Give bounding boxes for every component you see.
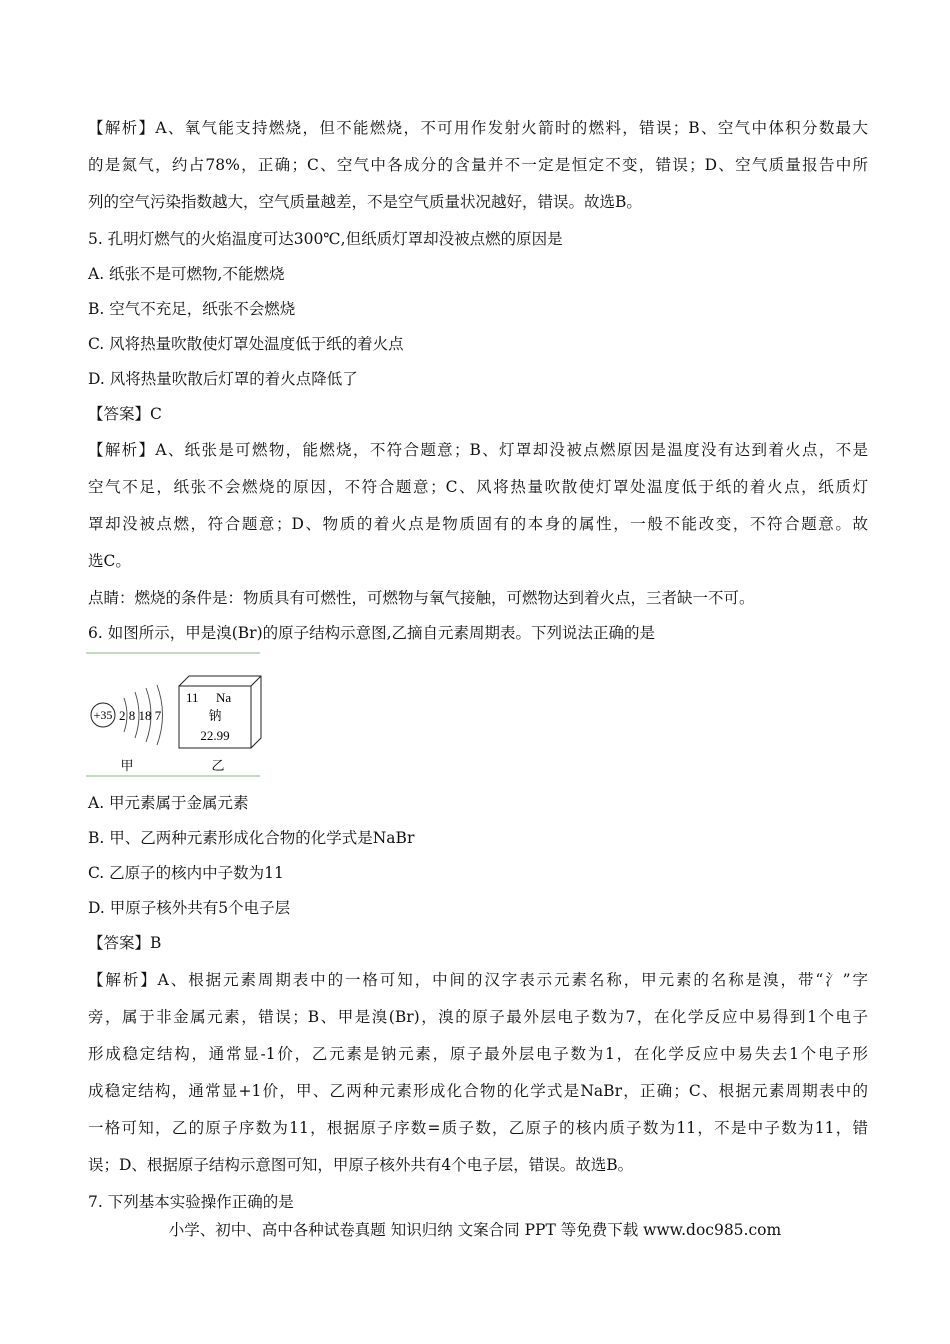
q6-option-d: D. 甲原子核外共有5个电子层 bbox=[88, 899, 291, 917]
analysis-q4-line3: 列的空气污染指数越大，空气质量越差，不是空气质量状况越好，错误。故选B。 bbox=[88, 193, 642, 211]
q5-option-b: B. 空气不充足，纸张不会燃烧 bbox=[88, 300, 296, 318]
q5-option-a: A. 纸张不是可燃物,不能燃烧 bbox=[88, 265, 285, 283]
analysis-q5-line2: 空气不足，纸张不会燃烧的原因，不符合题意；C、风将热量吹散使灯罩处温度低于纸的着火点，纸质灯 bbox=[88, 478, 868, 496]
q6-option-a: A. 甲元素属于金属元素 bbox=[88, 794, 249, 812]
q6-option-c: C. 乙原子的核内中子数为11 bbox=[88, 864, 284, 882]
analysis-q5-line3: 罩却没被点燃，符合题意；D、物质的着火点是物质固有的本身的属性，一般不能改变，不符合题意。故 bbox=[88, 515, 868, 533]
element-mass: 22.99 bbox=[200, 728, 230, 743]
q5-option-d: D. 风将热量吹散后灯罩的着火点降低了 bbox=[88, 370, 358, 388]
analysis-q6-line2: 旁，属于非金属元素，错误；B、甲是溴(Br)，溴的原子最外层电子数为7，在化学反应中易得到1个电子 bbox=[88, 1008, 868, 1026]
q6-option-b: B. 甲、乙两种元素形成化合物的化学式是NaBr bbox=[88, 829, 415, 847]
label-jia: 甲 bbox=[120, 759, 134, 774]
analysis-q6-line4: 成稳定结构，通常显+1价，甲、乙两种元素形成化合物的化学式是NaBr，正确；C、根据元素周期表中的 bbox=[88, 1082, 868, 1100]
analysis-q5-line1: 【解析】A、纸张是可燃物，能燃烧，不符合题意；B、灯罩却没被点燃原因是温度没有达到着火点，不是 bbox=[88, 441, 868, 459]
analysis-q6-line1: 【解析】A、根据元素周期表中的一格可知，中间的汉字表示元素名称，甲元素的名称是溴，带“氵”字 bbox=[88, 971, 868, 989]
question-7-stem: 7. 下列基本实验操作正确的是 bbox=[88, 1193, 294, 1211]
q6-answer: 【答案】B bbox=[88, 934, 162, 952]
element-atomic-number: 11 bbox=[186, 690, 199, 705]
nucleus-charge: +35 bbox=[93, 708, 113, 722]
atom-and-element-figure bbox=[86, 650, 262, 778]
label-yi: 乙 bbox=[211, 759, 225, 774]
electron-shells: 2 8 18 7 bbox=[119, 708, 162, 723]
element-symbol: Na bbox=[216, 690, 232, 705]
element-name: 钠 bbox=[208, 709, 222, 724]
page-footer: 小学、初中、高中各种试卷真题 知识归纳 文案合同 PPT 等免费下载 www.doc985.com bbox=[168, 1221, 782, 1239]
analysis-q6-line5: 一格可知，乙的原子序数为11，根据原子序数=质子数，乙原子的核内质子数为11，不是中子数为11，错 bbox=[88, 1119, 868, 1137]
q5-answer: 【答案】C bbox=[88, 405, 162, 423]
analysis-q6-line6: 误；D、根据原子结构示意图可知，甲原子核外共有4个电子层，错误。故选B。 bbox=[88, 1156, 634, 1174]
analysis-q6-line3: 形成稳定结构，通常显-1价，乙元素是钠元素，原子最外层电子数为1，在化学反应中易失去1个电子形 bbox=[88, 1045, 868, 1063]
question-5-stem: 5. 孔明灯燃气的火焰温度可达300℃,但纸质灯罩却没被点燃的原因是 bbox=[88, 230, 563, 248]
analysis-q5-line4: 选C。 bbox=[88, 552, 131, 570]
q5-tip: 点睛：燃烧的条件是：物质具有可燃性，可燃物与氧气接触，可燃物达到着火点，三者缺一不可。 bbox=[88, 589, 755, 607]
q5-option-c: C. 风将热量吹散使灯罩处温度低于纸的着火点 bbox=[88, 335, 404, 353]
analysis-q4-line2: 的是氮气，约占78%，正确；C、空气中各成分的含量并不一定是恒定不变，错误；D、空气质量报告中所 bbox=[88, 156, 868, 174]
question-6-stem: 6. 如图所示，甲是溴(Br)的原子结构示意图,乙摘自元素周期表。下列说法正确的是 bbox=[88, 624, 656, 642]
analysis-q4-line1: 【解析】A、氧气能支持燃烧，但不能燃烧，不可用作发射火箭时的燃料，错误；B、空气中体积分数最大 bbox=[88, 119, 868, 137]
element-box-edge bbox=[251, 676, 261, 686]
